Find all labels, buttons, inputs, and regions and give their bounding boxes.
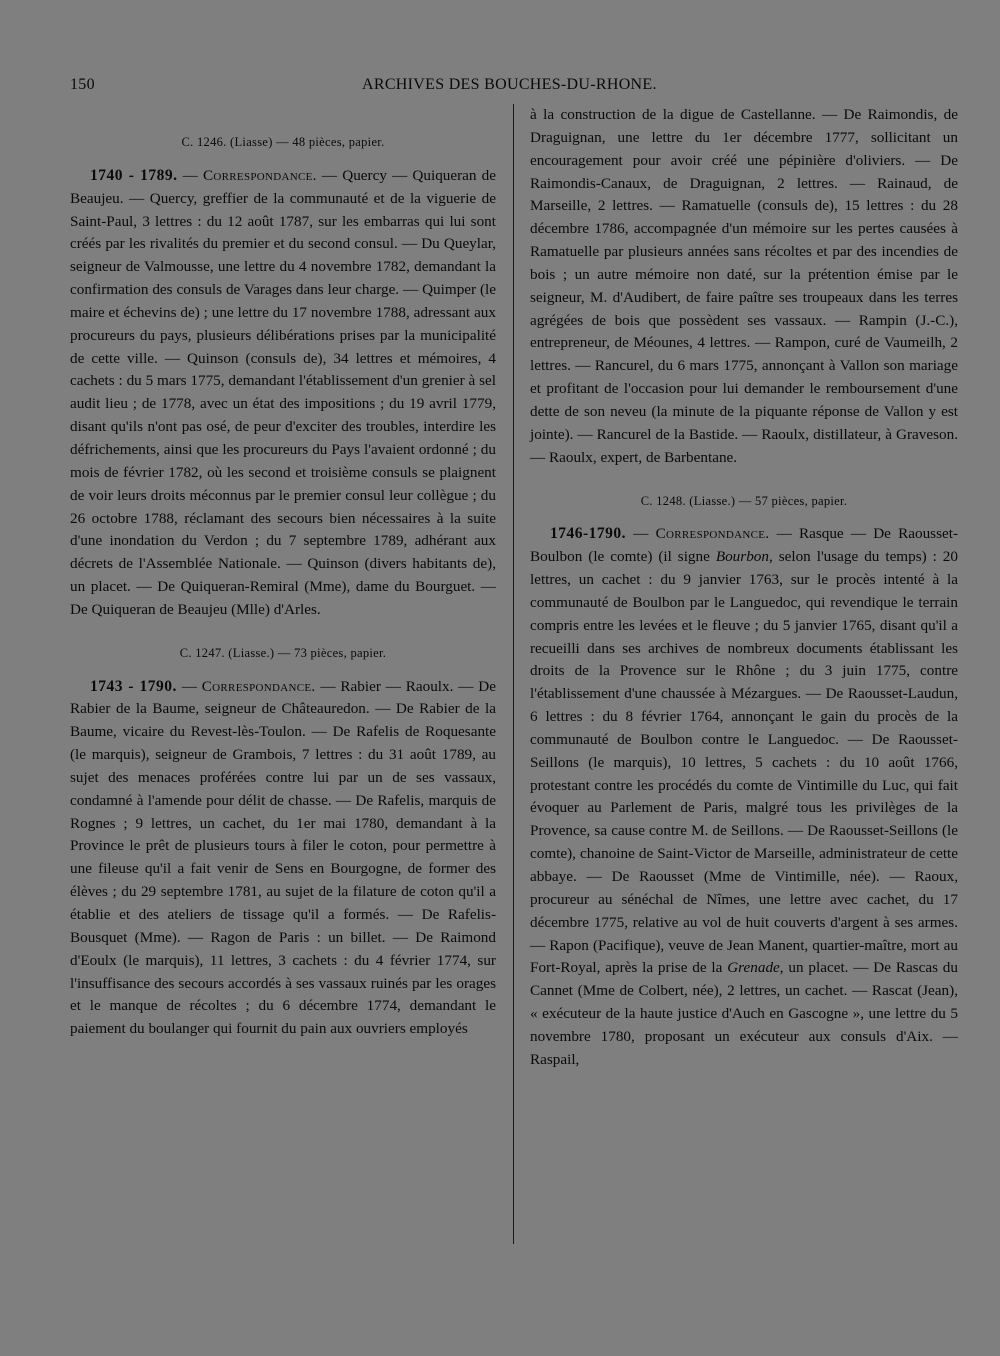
page-header: [70, 76, 958, 100]
column-divider: [513, 104, 514, 1244]
place-name: Grenade: [727, 959, 780, 977]
entry-text: — Quercy — Quiqueran de Beaujeu. — Quercy, greffier de la communauté et de la viguerie de Saint-Paul, 3 lettres : du 12 août 1787, sur les embarras qui lui sont créés par les rivalités du premier et du second consul. — Du Queylar, seigneur de Valmousse, une lettre du 4 novembre 1782, demandant la confirmation des consuls de Varages dans leur charge. — Quimper (le maire et échevins de) ; une lettre du 17 novembre 1788, adressant aux procureurs du pays, plusieurs délibérations prises par la municipalité de cette ville. — Quinson (consuls de), 34 lettres et mémoires, 4 cachets : du 5 mars 1775, demandant l'établissement d'un grenier à sel audit lieu ; de 1778, avec un état des impositions ; du 19 avril 1779, disant qu'ils n'ont pas osé, de peur d'exciter des troubles, interdire les défrichements, ainsi que les procureurs du Pays l'avaient ordonné ; du mois de février 1782, où les second et troisième consuls se plaignent de voir leurs droits méconnus par le premier consul leur collègue ; du 26 octobre 1788, réclamant des secours bien nécessaires à la suite d'une inondation du Verdon ; du 7 septembre 1789, adhérant aux décrets de l'Assemblée Nationale. — Quinson (divers habitants de), un placet. — De Quiqueran-Remiral (Mme), dame du Bourguet. — De Quiqueran de Beaujeu (Mlle) d'Arles.: [70, 166, 497, 618]
page-number: 150: [70, 76, 95, 93]
entry-text: , selon l'usage du temps) : 20 lettres, un cachet : du 9 janvier 1763, sur le procès intenté à la communauté de Boulbon par le Languedoc, qui revendique le terrain compris entre les levées et le fleuve ; du 5 janvier 1765, disant qu'il a recueilli dans ses archives de nombreux documents établissant les droits de la Provence sur le Rhône ; du 3 juin 1775, contre l'établissement d'une chaussée à Mézargues. — De Raousset-Laudun, 6 lettres : du 8 février 1764, annonçant le gain du procès de la communauté de Boulbon contre le Languedoc. — De Raousset-Seillons (le marquis), 10 lettres, 5 cachets : du 10 août 1766, protestant contre les procédés du comte de Vintimille du Luc, qui fait évoquer au Parlement de Paris, malgré tous les privilèges de la Provence, sa cause contre M. de Seillons. — De Raousset-Seillons (le comte), chanoine de Saint-Victor de Marseille, administrateur de cette abbaye. — De Raousset (Mme de Vintimille, née). — Raoux, procureur au sénéchal de Nîmes, une lettre avec cachet, du 17 décembre 1775, relative au vol de huit couverts d'argent à ses armes. — Rapon (Pacifique), veuve de Jean Manent, quartier-maître, mort au Fort-Royal, après la prise de la: [530, 548, 958, 977]
running-title: ARCHIVES DES BOUCHES-DU-RHONE.: [362, 76, 657, 93]
entry-dash: —: [176, 677, 202, 695]
entry-1247-continuation: à la construction de la digue de Castellanne. — De Raimondis, de Draguignan, une lettre du 1er décembre 1777, sollicitant un encouragement pour avoir créé une pépinière d'oliviers. — De Raimondis-Canaux, de Draguignan, 2 lettres. — Rainaud, de Marseille, 2 lettres. — Ramatuelle (consuls de), 15 lettres : du 28 décembre 1786, accompagnée d'un mémoire sur les pertes causées à Ramatuelle par plusieurs années sans récoltes et par des incendies de bois ; un autre mémoire non daté, sur la prétention émise par le seigneur, M. d'Audibert, de faire paître ses troupeaux dans les terres agrégées de bois que possèdent ses vassaux. — Rampin (J.-C.), entrepreneur, de Méounes, 4 lettres. — Rampon, curé de Vaumeilh, 2 lettres. — Rancurel, du 6 mars 1775, annonçant à Vallon son mariage et profitant de l'occasion pour lui demander le remboursement d'une dette de son neveu (la minute de la piquante réponse de Vallon y est jointe). — Rancurel de la Bastide. — Raoulx, distillateur, à Graveson. — Raoulx, expert, de Barbentane.: [530, 106, 958, 466]
entry-text: — Rabier — Raoulx. — De Rabier de la Baume, seigneur de Châteauredon. — De Rabier de la Baume, vicaire du Revest-lès-Toulon. — De Rafelis de Roquesante (le marquis), seigneur de Grambois, 7 lettres : du 31 août 1789, au sujet des menaces proférées contre lui par un de ses vassaux, condamné à l'amende pour délit de chasse. — De Rafelis, marquis de Rognes ; 9 lettres, un cachet, du 1er mai 1780, demandant à la Province le prêt de plusieurs tours à filer le coton, pour permettre à une fileuse qu'il a fait venir de Sens en Bourgogne, de former des élèves ; du 29 septembre 1781, au sujet de la filature de coton qu'il a établie et des ateliers de tissage qu'il a formés. — De Rafelis-Bousquet (Mme). — Ragon de Paris : un billet. — De Raimond d'Eoulx (le marquis), 11 lettres, 3 cachets : du 4 février 1774, sur l'insuffisance des secours accordés à ses vassaux ruinés par les orages et le manque de récoltes ; du 6 décembre 1774, demandant le paiement du boulanger qui fournit du pain aux ouvriers employés: [70, 677, 496, 1038]
entry-date: 1746-1790.: [550, 525, 627, 543]
entry-label: Correspondance.: [655, 525, 770, 543]
entry-date: 1740 - 1789.: [90, 166, 178, 184]
entry-label: Correspondance.: [201, 677, 316, 695]
entry-1247: [70, 676, 496, 1042]
entry-text: — Rasque — De Raousset-Boulbon (le comte) (il signe: [530, 525, 958, 566]
liasse-heading-1248: C. 1248. (Liasse.) — 57 pièces, papier.: [640, 493, 848, 508]
signature-name: Bourbon: [715, 548, 769, 566]
right-column: [530, 104, 958, 1072]
entry-1248: [530, 523, 958, 1071]
liasse-heading-1247: C. 1247. (Liasse.) — 73 pièces, papier.: [179, 645, 387, 660]
entry-dash: —: [177, 166, 203, 184]
left-column: [70, 104, 496, 1041]
entry-dash: —: [626, 525, 656, 543]
entry-text: , un placet. — De Rascas du Cannet (Mme de Colbert, née), 2 lettres, un cachet. — Rascat (Jean), « exécuteur de la haute justice d'Auch en Gascogne », une lettre du 5 novembre 1780, proposant un exécuteur aux consuls d'Aix. — Raspail,: [530, 959, 958, 1068]
entry-label: Correspondance.: [202, 166, 317, 184]
entry-1246: [70, 165, 496, 622]
entry-date: 1743 - 1790.: [90, 677, 177, 695]
liasse-heading-1246: C. 1246. (Liasse) — 48 pièces, papier.: [181, 135, 385, 149]
